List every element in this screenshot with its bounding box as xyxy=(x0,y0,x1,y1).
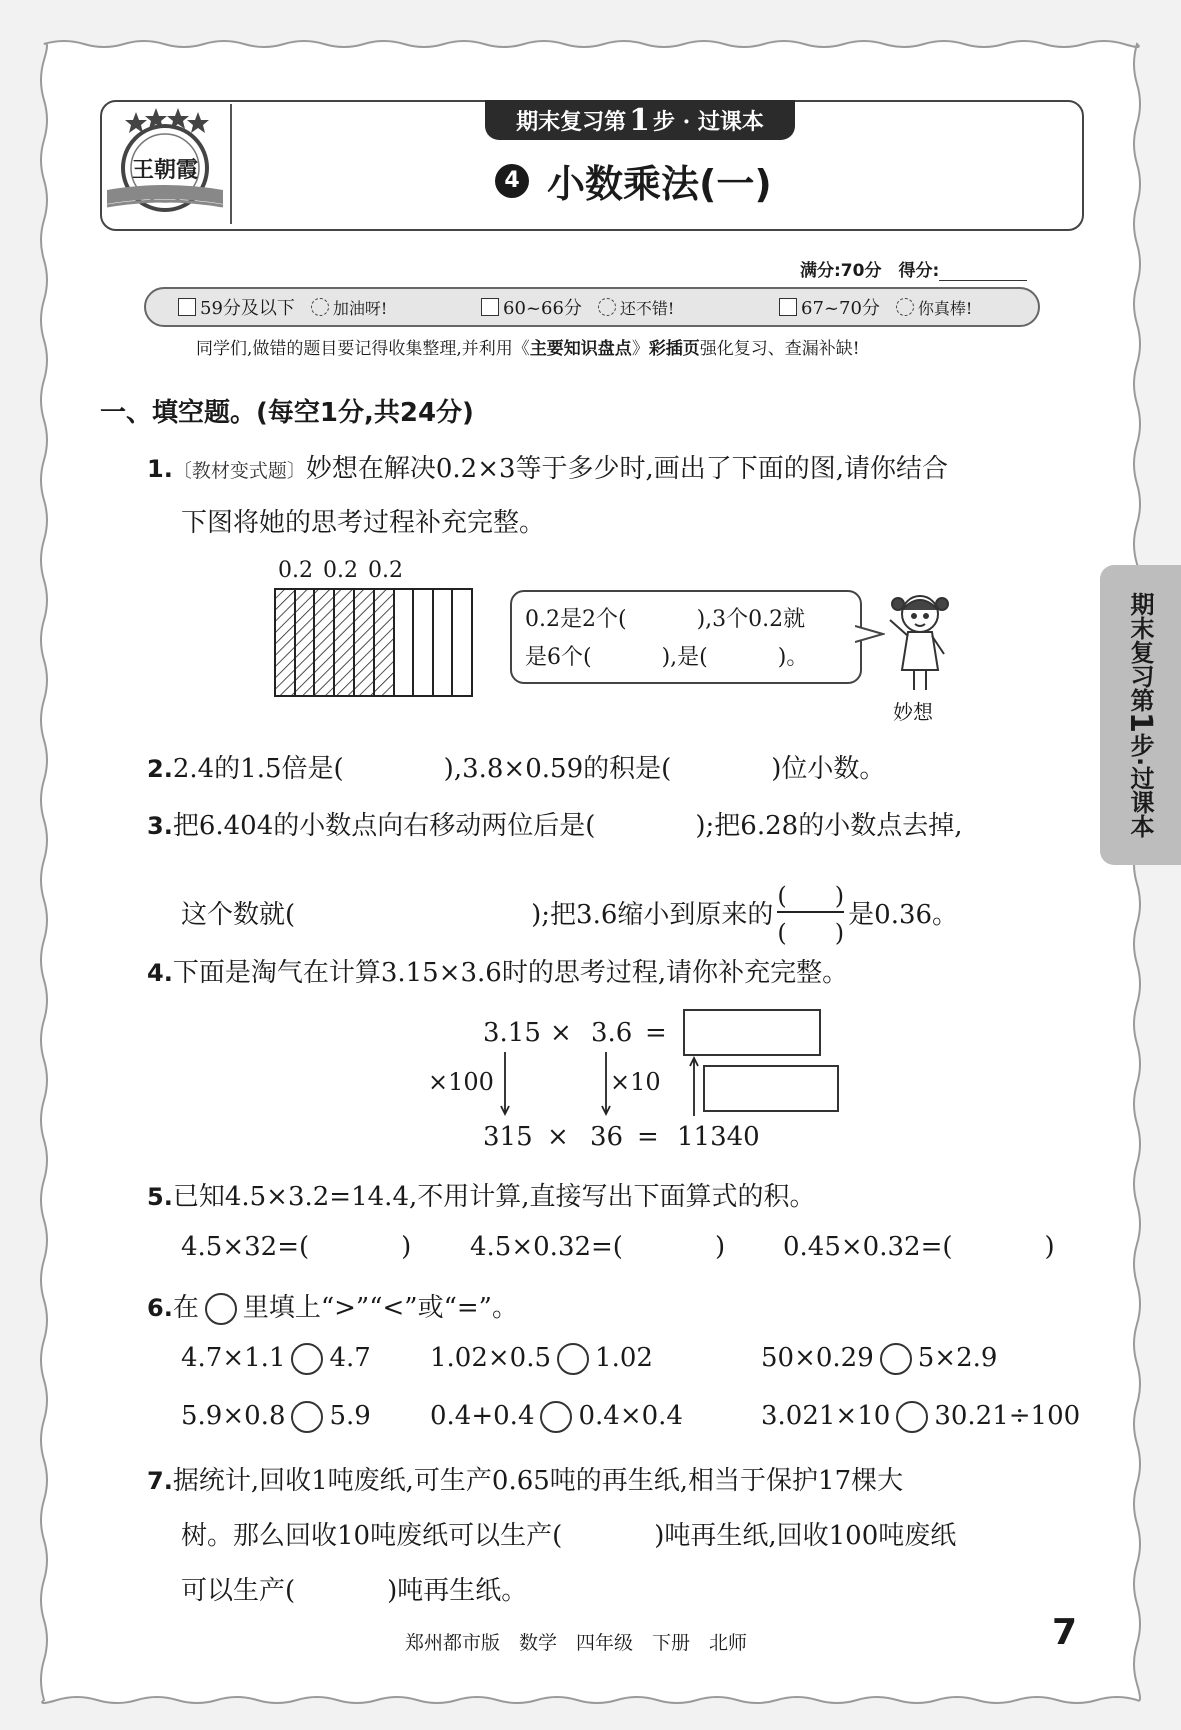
compare-circle[interactable] xyxy=(896,1401,928,1433)
bar-labels xyxy=(278,558,403,583)
question-text: 妙想在解决0.2×3等于多少时,画出了下面的图,请你结合 xyxy=(305,454,949,484)
question-text: 据统计,回收1吨废纸,可生产0.65吨的再生纸,相当于保护17棵大 xyxy=(172,1466,904,1496)
question-3-line1 xyxy=(147,805,962,842)
score-line xyxy=(800,256,1027,281)
expression: 4.5×0.32=( xyxy=(470,1232,623,1262)
question-text: 是0.36。 xyxy=(848,899,959,930)
page-number: 7 xyxy=(1052,1612,1078,1653)
bar-label: 0.2 xyxy=(278,558,313,583)
question-text: );把6.28的小数点去掉, xyxy=(695,811,963,841)
smiley-icon xyxy=(896,298,914,316)
question-number: 4. xyxy=(147,959,173,987)
q5-item-3 xyxy=(783,1232,1055,1262)
fraction-blank[interactable] xyxy=(777,876,844,948)
girl-name: 妙想 xyxy=(893,700,933,724)
expression: 0.45×0.32=( xyxy=(783,1232,953,1262)
grade-item-1 xyxy=(178,294,387,320)
score-blank[interactable] xyxy=(939,264,1027,281)
circle-icon xyxy=(205,1293,237,1325)
question-7-line3 xyxy=(181,1570,527,1607)
compare-1-3 xyxy=(761,1343,997,1375)
bubble-line2 xyxy=(525,640,808,671)
checkbox[interactable] xyxy=(178,298,196,316)
answer-box-divide[interactable] xyxy=(703,1065,839,1112)
question-text: )吨再生纸,回收100吨废纸 xyxy=(654,1521,957,1551)
grade-range: 59分及以下 xyxy=(200,298,295,319)
question-text: 这个数就( xyxy=(181,899,296,930)
question-number: 2. xyxy=(147,755,173,783)
calc-top-b: 3.6 xyxy=(591,1018,633,1048)
logo-text: 王朝霞 xyxy=(131,157,199,183)
question-number: 1. xyxy=(147,455,173,483)
bubble-text: ),是( xyxy=(661,645,708,670)
q5-item-2 xyxy=(470,1232,725,1262)
compare-right: 5.9 xyxy=(329,1401,371,1431)
compare-left: 0.4+0.4 xyxy=(430,1401,535,1431)
banner-text: 期末复习第 xyxy=(516,108,627,135)
notice-text: 同学们,做错的题目要记得收集整理,并利用《 xyxy=(196,339,530,359)
question-tag: 〔教材变式题〕 xyxy=(172,460,306,482)
decimal-bar-diagram xyxy=(274,588,474,698)
compare-left: 4.7×1.1 xyxy=(181,1343,286,1373)
grade-item-2 xyxy=(481,294,674,320)
question-2 xyxy=(147,748,885,785)
compare-circle[interactable] xyxy=(291,1401,323,1433)
calc-bot-result: 11340 xyxy=(677,1122,760,1152)
compare-circle[interactable] xyxy=(880,1343,912,1375)
question-text: 里填上“>”“<”或“=”。 xyxy=(242,1293,518,1323)
logo-seal xyxy=(103,106,227,221)
calc-bot-b: 36 xyxy=(590,1122,624,1152)
compare-2-2 xyxy=(430,1401,683,1433)
bar-label: 0.2 xyxy=(323,558,358,583)
title-text: 小数乘法(一) xyxy=(547,162,772,206)
compare-left: 5.9×0.8 xyxy=(181,1401,286,1431)
compare-left: 1.02×0.5 xyxy=(430,1343,552,1373)
compare-right: 1.02 xyxy=(595,1343,653,1373)
question-5 xyxy=(147,1176,816,1213)
fraction-numerator[interactable]: ( ) xyxy=(777,882,845,910)
compare-circle[interactable] xyxy=(291,1343,323,1375)
grade-range: 67~70分 xyxy=(801,298,880,319)
notice-text: 强化复习、查漏补缺! xyxy=(699,339,860,359)
grade-range: 60~66分 xyxy=(503,298,582,319)
footer-text: 郑州都市版 数学 四年级 下册 北师 xyxy=(405,1632,748,1654)
calc-top-eq: = xyxy=(645,1018,667,1048)
compare-right: 5×2.9 xyxy=(917,1343,998,1373)
question-number: 7. xyxy=(147,1467,173,1495)
question-text: 可以生产( xyxy=(181,1576,296,1606)
question-7-line1 xyxy=(147,1460,903,1497)
question-text: 2.4的1.5倍是( xyxy=(172,754,344,784)
side-tab-text xyxy=(1100,575,1181,855)
bubble-text: ),3个0.2就 xyxy=(696,607,806,632)
question-1-line1 xyxy=(147,448,948,485)
question-1-line2: 下图将她的思考过程补充完整。 xyxy=(181,508,546,538)
smiley-icon xyxy=(311,298,329,316)
checkbox[interactable] xyxy=(779,298,797,316)
girl-illustration xyxy=(880,590,960,695)
grade-item-3 xyxy=(779,294,972,320)
answer-box-product[interactable] xyxy=(683,1009,821,1056)
question-number: 3. xyxy=(147,812,173,840)
compare-left: 3.021×10 xyxy=(761,1401,891,1431)
question-text: 在 xyxy=(172,1293,199,1323)
bubble-text: 0.2是2个( xyxy=(525,607,627,632)
header-divider xyxy=(230,104,232,224)
calc-top-a: 3.15 xyxy=(483,1018,541,1048)
question-4 xyxy=(147,952,848,989)
question-3-line2 xyxy=(181,876,958,948)
page-title xyxy=(495,153,772,208)
paren: ) xyxy=(1044,1232,1055,1262)
calc-bot-op: × xyxy=(547,1122,569,1152)
compare-right: 0.4×0.4 xyxy=(578,1401,683,1431)
paren: ) xyxy=(714,1232,726,1262)
question-text: )位小数。 xyxy=(771,754,886,784)
question-6 xyxy=(147,1287,518,1325)
question-7-line2 xyxy=(181,1515,956,1552)
header-banner xyxy=(485,100,795,140)
checkbox[interactable] xyxy=(481,298,499,316)
bubble-text: 是6个( xyxy=(525,645,592,670)
question-number: 5. xyxy=(147,1183,173,1211)
grade-comment: 加油呀! xyxy=(332,298,388,318)
question-number: 6. xyxy=(147,1294,173,1322)
smiley-icon xyxy=(598,298,616,316)
bar-label: 0.2 xyxy=(368,558,403,583)
compare-left: 50×0.29 xyxy=(761,1343,874,1373)
q5-item-1 xyxy=(181,1232,411,1262)
side-tab-label: 步·过课本 xyxy=(1126,732,1154,838)
grade-comment: 还不错! xyxy=(619,298,675,318)
unit-number-badge: 4 xyxy=(495,164,529,198)
fraction-denominator[interactable]: ( ) xyxy=(777,911,844,948)
calc-bot-eq: = xyxy=(637,1122,659,1152)
question-text: 已知4.5×3.2=14.4,不用计算,直接写出下面算式的积。 xyxy=(172,1182,816,1212)
section-title: 一、填空题。(每空1分,共24分) xyxy=(100,398,474,428)
banner-step-number: 1 xyxy=(629,102,650,138)
compare-2-1 xyxy=(181,1401,371,1433)
compare-2-3 xyxy=(761,1401,1080,1433)
question-text: ),3.8×0.59的积是( xyxy=(443,754,672,784)
compare-1-1 xyxy=(181,1343,371,1375)
side-tab-number: 1 xyxy=(1123,712,1158,733)
bubble-text: )。 xyxy=(777,645,809,670)
grade-comment: 你真棒! xyxy=(917,298,973,318)
calc-bot-a: 315 xyxy=(483,1122,533,1152)
question-text: 下面是淘气在计算3.15×3.6时的思考过程,请你补充完整。 xyxy=(172,958,849,988)
question-text: )吨再生纸。 xyxy=(387,1576,528,1606)
question-text: );把3.6缩小到原来的 xyxy=(531,899,774,930)
calc-mul-10: ×10 xyxy=(610,1068,661,1096)
calc-top-op: × xyxy=(550,1018,572,1048)
paren: ) xyxy=(401,1232,412,1262)
notice xyxy=(196,334,860,359)
side-tab-label: 期末复习第 xyxy=(1126,592,1154,712)
question-text: 把6.404的小数点向右移动两位后是( xyxy=(172,811,596,841)
notice-bold: 彩插页 xyxy=(648,339,700,359)
notice-bold: 主要知识盘点 xyxy=(529,339,632,359)
compare-circle[interactable] xyxy=(557,1343,589,1375)
compare-right: 30.21÷100 xyxy=(934,1401,1081,1431)
bubble-line1 xyxy=(525,602,805,633)
notice-text: 》 xyxy=(631,339,649,359)
score-label: 满分:70分 得分: xyxy=(800,261,940,281)
banner-text-post: 步 · 过课本 xyxy=(652,108,764,135)
question-text: 树。那么回收10吨废纸可以生产( xyxy=(181,1521,563,1551)
expression: 4.5×32=( xyxy=(181,1232,310,1262)
calc-arrows xyxy=(495,1050,715,1120)
compare-circle[interactable] xyxy=(540,1401,572,1433)
compare-right: 4.7 xyxy=(329,1343,371,1373)
compare-1-2 xyxy=(430,1343,653,1375)
calc-mul-100: ×100 xyxy=(428,1068,494,1096)
